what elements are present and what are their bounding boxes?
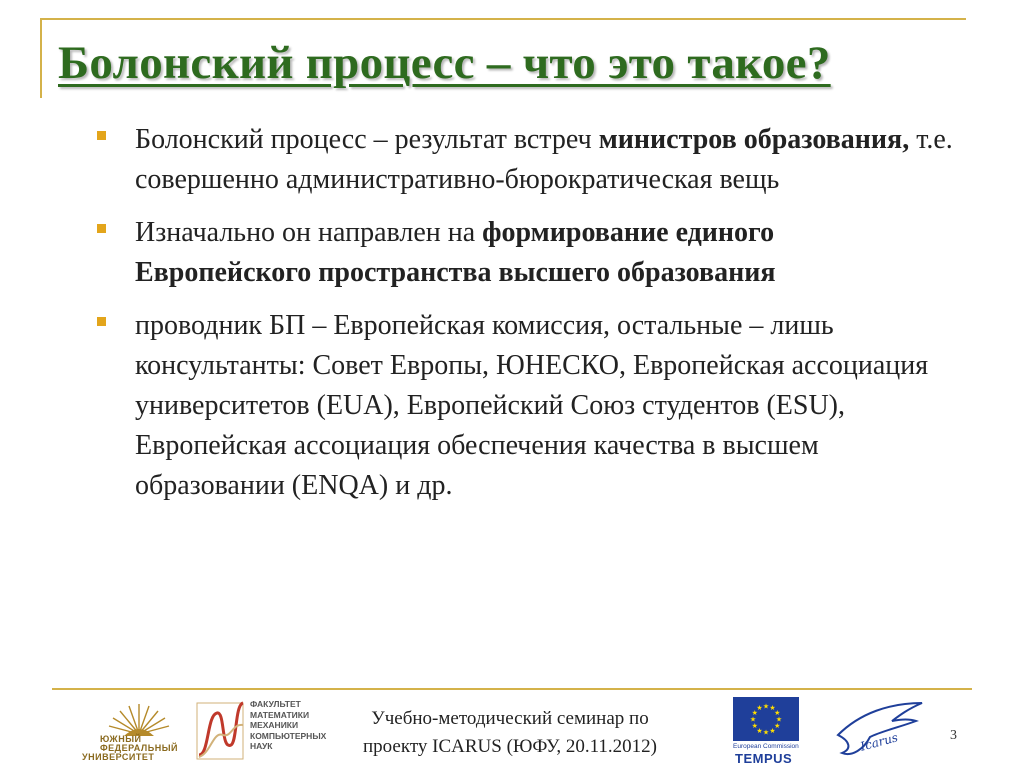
bullet-marker-icon — [97, 317, 106, 326]
tempus-logo — [733, 697, 803, 765]
faculty-logo-line: НАУК — [250, 741, 273, 751]
tempus-caption: European Commission — [733, 743, 799, 750]
eu-star-icon: ★ — [774, 722, 781, 730]
eu-star-icon: ★ — [775, 715, 783, 724]
icarus-logo — [830, 695, 930, 765]
eu-star-icon: ★ — [769, 726, 776, 735]
bullet-text: проводник БП – Европейская комиссия, остальные – лишь консультанты: Совет Европы, ЮНЕСКО, Европейская ассоциация университетов (EUA), Европейский Союз студентов (ESU), Европейская ассоциация обеспечения качества в высшем образовании (ENQA) и др. — [135, 310, 929, 501]
eu-star-icon: ★ — [749, 715, 757, 724]
sfu-logo — [82, 698, 197, 764]
icarus-wing-icon — [830, 695, 930, 761]
bullet-item — [95, 306, 955, 506]
bullet-item — [95, 213, 955, 293]
bullet-text-bold: министров образования, — [598, 124, 910, 155]
eu-star-icon: ★ — [762, 702, 770, 711]
bullet-marker-icon — [97, 224, 106, 233]
faculty-logo — [195, 695, 335, 765]
eu-star-icon: ★ — [762, 728, 770, 737]
icarus-text: Icarus — [858, 730, 900, 754]
sfu-emblem-icon — [82, 698, 197, 738]
eu-star-icon: ★ — [774, 709, 781, 717]
bullet-item — [95, 120, 955, 200]
faculty-logo-line: МЕХАНИКИ — [250, 720, 299, 730]
bullet-marker-icon — [97, 131, 106, 140]
faculty-logo-line: КОМПЬЮТЕРНЫХ — [250, 730, 327, 741]
sfu-logo-line2: ФЕДЕРАЛЬНЫЙ — [100, 743, 178, 753]
eu-star-icon: ★ — [756, 704, 763, 713]
eu-star-icon: ★ — [756, 726, 763, 735]
sfu-logo-line3: УНИВЕРСИТЕТ — [82, 752, 155, 762]
bullet-text: т.е. совершенно административно-бюрократическая вещь — [135, 124, 953, 195]
bullet-text: Изначально он направлен на — [135, 217, 483, 248]
tempus-name: TEMPUS — [735, 751, 793, 766]
eu-star-icon: ★ — [751, 709, 758, 717]
eu-flag-icon — [733, 697, 799, 741]
slide-title: Болонский процесс – что это такое? — [58, 37, 831, 89]
bullet-text-bold: формирование единого Европейского пространства высшего образования — [135, 217, 776, 288]
page-number: 3 — [950, 728, 957, 743]
bullet-text: Болонский процесс – результат встреч — [135, 124, 599, 155]
eu-star-icon: ★ — [769, 704, 776, 713]
footer-divider — [52, 688, 972, 690]
sfu-logo-line1: ЮЖНЫЙ — [100, 734, 142, 744]
faculty-logo-line: МАТЕМАТИКИ — [250, 709, 310, 720]
footer-seminar-text — [335, 705, 685, 761]
faculty-logo-text — [250, 699, 326, 752]
eu-star-icon: ★ — [751, 722, 758, 730]
footer-line-1: Учебно-методический семинар по — [371, 708, 649, 729]
bullet-list — [95, 120, 955, 519]
faculty-graph-icon — [195, 695, 247, 763]
footer-line-2: проекту ICARUS (ЮФУ, 20.11.2012) — [363, 736, 657, 757]
faculty-logo-line: ФАКУЛЬТЕТ — [250, 699, 301, 709]
